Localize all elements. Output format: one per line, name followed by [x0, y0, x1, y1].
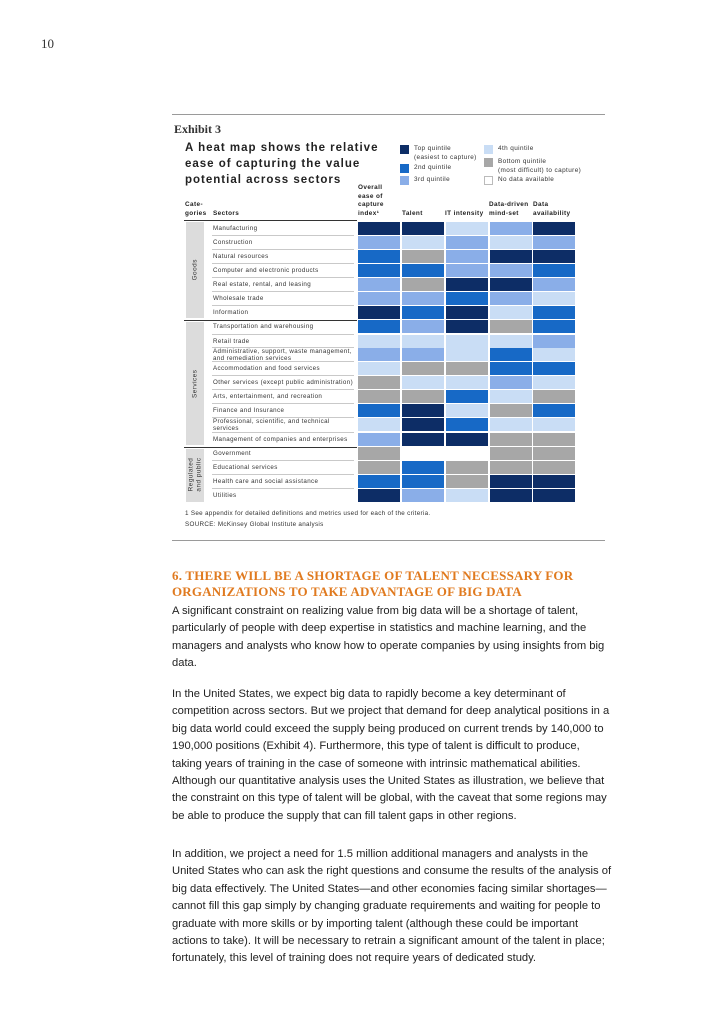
heatmap-cell [446, 489, 488, 502]
category-rule-goods [184, 220, 357, 221]
row-rule [212, 432, 354, 433]
heatmap-cell [358, 376, 400, 389]
table-row [208, 461, 578, 475]
heatmap-cell [446, 335, 488, 348]
heatmap-cell [490, 489, 532, 502]
heatmap-legend [400, 144, 600, 186]
table-row [208, 236, 578, 250]
heatmap-cell [533, 348, 575, 361]
heatmap-cell [533, 222, 575, 235]
heatmap-cell [402, 489, 444, 502]
legend-item-none [484, 175, 554, 185]
row-rule [212, 417, 354, 418]
table-row [208, 418, 578, 432]
column-header-sectors: Sectors [213, 210, 240, 217]
heatmap-cell [446, 306, 488, 319]
sector-label: Government [213, 450, 252, 457]
column-header-talent: Talent [402, 210, 423, 217]
heatmap-cell [490, 475, 532, 488]
legend-item-top [400, 144, 477, 162]
heatmap-cell [402, 475, 444, 488]
table-row [208, 292, 578, 306]
heatmap-cell [446, 390, 488, 403]
table-row [208, 390, 578, 404]
heatmap-cell [358, 320, 400, 333]
heatmap-cell [533, 320, 575, 333]
sector-label: Other services (except public administration) [213, 379, 354, 386]
source-note: SOURCE: McKinsey Global Institute analysis [185, 521, 324, 528]
heatmap-cell [446, 376, 488, 389]
column-header-overall: Overall ease of capture index¹ [358, 184, 384, 217]
heatmap-cell [446, 320, 488, 333]
row-rule [212, 291, 354, 292]
heatmap-cell [402, 418, 444, 431]
row-rule [212, 460, 354, 461]
heatmap-cell [446, 461, 488, 474]
legend-label: No data available [498, 176, 555, 183]
heatmap-cell [533, 418, 575, 431]
heatmap-cell [446, 264, 488, 277]
table-row [208, 348, 578, 362]
category-label-services: Services [191, 369, 199, 399]
heatmap-cell [490, 447, 532, 460]
row-rule [212, 488, 354, 489]
row-rule [212, 347, 354, 348]
heatmap-cell [358, 475, 400, 488]
heatmap-cell [533, 292, 575, 305]
heatmap-cell [446, 433, 488, 446]
heatmap-cell [446, 362, 488, 375]
heatmap-cell [358, 418, 400, 431]
heatmap-cell [490, 404, 532, 417]
heatmap-cell [490, 306, 532, 319]
heatmap-cell [533, 306, 575, 319]
heatmap-cell [446, 292, 488, 305]
heatmap-cell [446, 250, 488, 263]
heatmap-cell [358, 461, 400, 474]
row-rule [212, 389, 354, 390]
heatmap-cell [402, 390, 444, 403]
heatmap-cell [533, 264, 575, 277]
table-row [208, 306, 578, 320]
table-row [208, 447, 578, 461]
table-row [208, 489, 578, 503]
heatmap-cell [490, 362, 532, 375]
heatmap-cell [490, 264, 532, 277]
legend-item-third [400, 175, 450, 185]
heatmap-cell [402, 433, 444, 446]
heatmap-cell [533, 278, 575, 291]
heatmap-cell [358, 404, 400, 417]
heatmap-cell [402, 362, 444, 375]
heatmap-cell [402, 306, 444, 319]
sector-label: Real estate, rental, and leasing [213, 281, 312, 288]
heatmap-cell [533, 250, 575, 263]
heatmap-cell [446, 475, 488, 488]
heatmap-cell [402, 404, 444, 417]
body-paragraph: In the United States, we expect big data to rapidly become a key determinant of competition across sectors. But we project that demand for deep analytical positions in a big data world could exceed the supply being produced on current trends by 140,000 to 190,000 positions (Exhibit 4). Furthermore, this type of talent is difficult to produce, taking years of training in the case of someone with intrinsic mathematical abilities. Although our quantitative analysis uses the United States as illustration, we believe that the constraint on this type of talent will be global, with the caveat that some regions may be able to produce the supply that can fill talent gaps in other regions. [172, 688, 610, 822]
heatmap-cell [358, 447, 400, 460]
legend-swatch-none [484, 176, 493, 185]
row-rule [212, 249, 354, 250]
sector-label: Professional, scientific, and technical services [213, 417, 330, 432]
sector-label: Natural resources [213, 253, 269, 260]
heatmap-cell [402, 447, 444, 460]
heatmap-cell [402, 335, 444, 348]
column-header-it-intensity: IT intensity [445, 210, 484, 217]
column-header-availability: Data availability [533, 201, 571, 217]
row-rule [212, 375, 354, 376]
row-rule [212, 277, 354, 278]
legend-swatch-third [400, 176, 409, 185]
category-label-goods: Goods [191, 259, 199, 281]
heatmap-cell [533, 447, 575, 460]
heatmap-cell [358, 292, 400, 305]
heatmap-cell [402, 348, 444, 361]
legend-label: Bottom quintile [498, 158, 547, 165]
heatmap-cell [490, 433, 532, 446]
heatmap-cell [358, 348, 400, 361]
table-row [208, 222, 578, 236]
legend-label: 4th quintile [498, 145, 534, 152]
legend-item-second [400, 163, 452, 173]
row-rule [212, 403, 354, 404]
column-header-categories: Cate- gories [185, 201, 207, 217]
column-header-mindset: Data-driven mind-set [489, 201, 529, 217]
table-row [208, 320, 578, 334]
heatmap-cell [490, 278, 532, 291]
sector-label: Transportation and warehousing [213, 323, 314, 330]
heatmap-cell [446, 404, 488, 417]
sector-label: Utilities [213, 492, 237, 499]
heatmap-cell [490, 390, 532, 403]
legend-sublabel: (most difficult) to capture) [498, 167, 582, 174]
heatmap-cell [402, 236, 444, 249]
heatmap-cell [358, 390, 400, 403]
table-row [208, 362, 578, 376]
heatmap-cell [358, 489, 400, 502]
heatmap-cell [358, 250, 400, 263]
body-paragraph: In addition, we project a need for 1.5 million additional managers and analysts in the United States who can ask the right questions and consume the results of the analysis of big data effectively. The United States—and other economies facing similar shortages—cannot fill this gap simply by changing graduate requirements and waiting for people to graduate with more skills or by importing talent (although these could be important actions to take). It will be necessary to retrain a significant amount of the talent in place; fortunately, this level of training does not require years of dedicated study. [172, 848, 612, 965]
heatmap-cell [446, 418, 488, 431]
page-number: 10 [41, 36, 54, 51]
exhibit-label: Exhibit 3 [174, 122, 222, 136]
sector-label: Finance and Insurance [213, 407, 285, 414]
heatmap-cell [490, 222, 532, 235]
legend-sublabel: (easiest to capture) [414, 154, 477, 161]
sector-label: Information [213, 309, 249, 316]
heatmap-cell [490, 250, 532, 263]
footnote: 1 See appendix for detailed definitions and metrics used for each of the criteria. [185, 510, 431, 517]
heatmap-cell [446, 236, 488, 249]
sector-label: Retail trade [213, 338, 250, 345]
table-row [208, 475, 578, 489]
table-row [208, 250, 578, 264]
heatmap-cell [533, 236, 575, 249]
sector-label: Educational services [213, 464, 278, 471]
heatmap-cell [358, 236, 400, 249]
heatmap-cell [402, 292, 444, 305]
heatmap-cell [358, 335, 400, 348]
heatmap-cell [533, 362, 575, 375]
sector-label: Arts, entertainment, and recreation [213, 393, 323, 400]
row-rule [212, 235, 354, 236]
heatmap-cell [446, 447, 488, 460]
exhibit-bottom-rule [172, 540, 605, 541]
sector-label: Construction [213, 239, 253, 246]
exhibit-top-rule [172, 114, 605, 115]
heatmap-cell [533, 475, 575, 488]
sector-label: Computer and electronic products [213, 267, 319, 274]
row-rule [212, 305, 354, 306]
body-paragraph: A significant constraint on realizing value from big data will be a shortage of talent, particularly of people with deep expertise in statistics and machine learning, and the managers and analysts who know how to operate companies by using insights from big data. [172, 605, 605, 670]
heatmap-cell [402, 222, 444, 235]
legend-label: 2nd quintile [414, 164, 452, 171]
legend-label: 3rd quintile [414, 176, 451, 183]
heatmap-cell [402, 278, 444, 291]
section-heading: 6. THERE WILL BE A SHORTAGE OF TALENT NECESSARY FOR ORGANIZATIONS TO TAKE ADVANTAGE OF BIG DATA [172, 568, 574, 599]
legend-swatch-bottom [484, 158, 493, 167]
table-row [208, 404, 578, 418]
legend-item-bottom [484, 157, 581, 175]
legend-label: Top quintile [414, 145, 452, 152]
heatmap-cell [402, 320, 444, 333]
sector-label: Management of companies and enterprises [213, 436, 348, 443]
heatmap-cell [533, 376, 575, 389]
table-row [208, 376, 578, 390]
legend-swatch-top [400, 145, 409, 154]
heatmap-cell [533, 461, 575, 474]
heatmap-cell [490, 292, 532, 305]
legend-swatch-fourth [484, 145, 493, 154]
heatmap-cell [358, 222, 400, 235]
heatmap-cell [490, 376, 532, 389]
legend-item-fourth [484, 144, 534, 154]
table-row [208, 264, 578, 278]
heatmap-cell [358, 433, 400, 446]
row-rule [212, 263, 354, 264]
table-row [208, 433, 578, 447]
heatmap-cell [533, 489, 575, 502]
row-rule [212, 334, 354, 335]
heatmap-cell [358, 264, 400, 277]
heatmap-cell [446, 348, 488, 361]
heatmap-cell [358, 306, 400, 319]
sector-label: Manufacturing [213, 225, 258, 232]
sector-label: Wholesale trade [213, 295, 264, 302]
table-row [208, 278, 578, 292]
row-rule [212, 474, 354, 475]
row-rule [212, 361, 354, 362]
heatmap-cell [490, 418, 532, 431]
category-label-regulated: Regulated and public [187, 457, 202, 492]
heatmap-cell [402, 264, 444, 277]
heatmap-cell [402, 376, 444, 389]
heatmap-cell [533, 390, 575, 403]
sector-label: Accommodation and food services [213, 365, 320, 372]
sector-label: Administrative, support, waste management, and remediation services [213, 347, 352, 362]
heatmap-cell [490, 461, 532, 474]
heatmap-cell [446, 278, 488, 291]
heatmap-cell [446, 222, 488, 235]
heatmap-cell [490, 320, 532, 333]
heatmap-cell [402, 250, 444, 263]
heatmap-cell [533, 404, 575, 417]
heatmap-cell [533, 335, 575, 348]
heatmap-cell [533, 433, 575, 446]
heatmap-cell [490, 236, 532, 249]
sector-label: Health care and social assistance [213, 478, 319, 485]
heatmap-cell [358, 362, 400, 375]
legend-swatch-second [400, 164, 409, 173]
heatmap-cell [490, 348, 532, 361]
heatmap-cell [358, 278, 400, 291]
heatmap-cell [402, 461, 444, 474]
exhibit-title: A heat map shows the relative ease of capturing the value potential across sectors [185, 142, 379, 186]
heatmap-cell [490, 335, 532, 348]
